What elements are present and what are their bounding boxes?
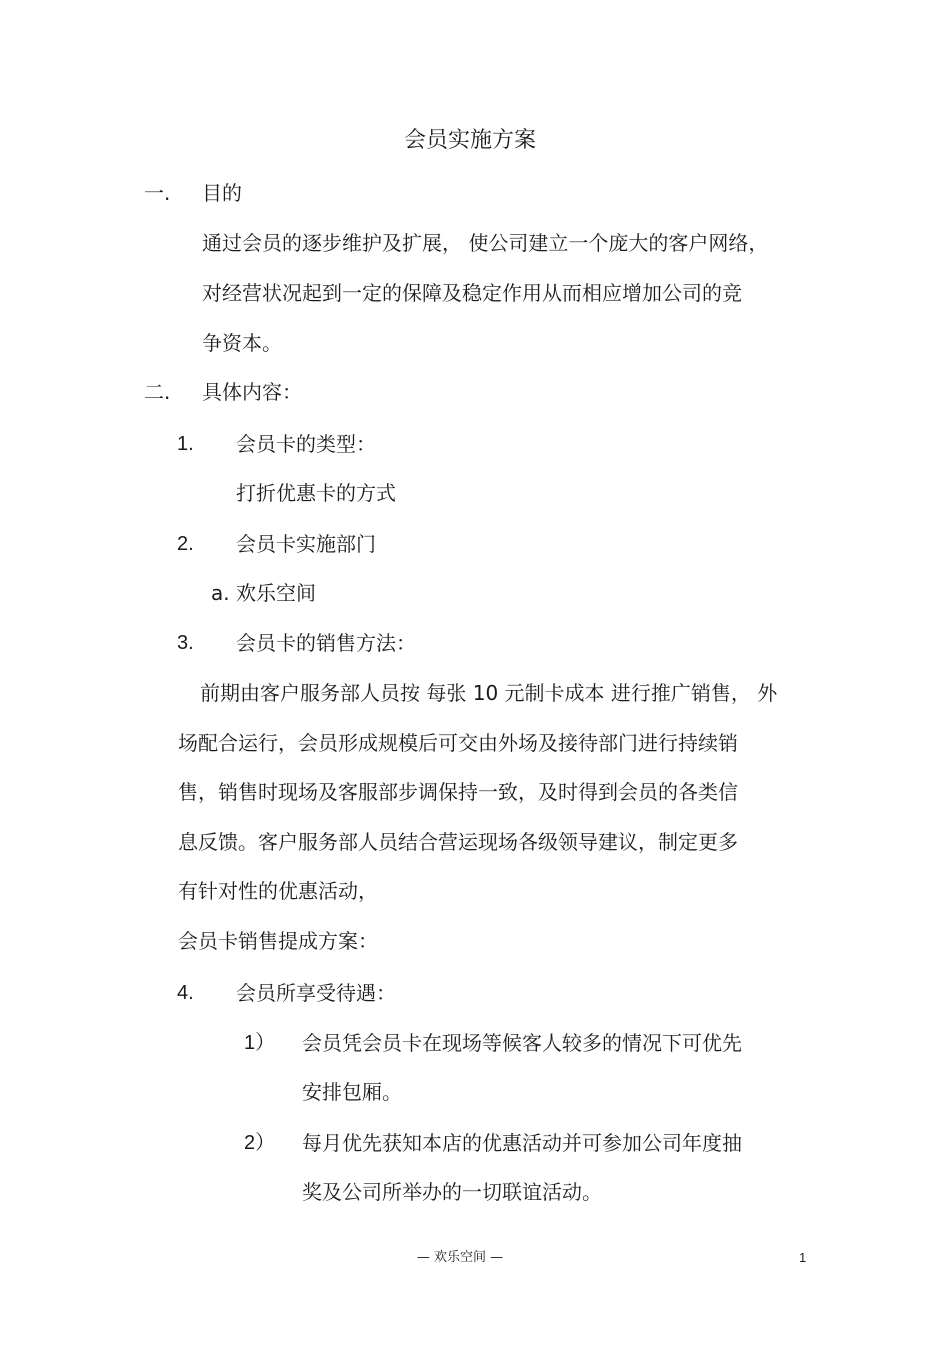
benefit-1-line-2: 安排包厢。 [302,1080,402,1104]
item-marker-4: 4. [177,982,194,1004]
subitem-marker-2: 2） [244,1132,276,1154]
benefit-2-line-1: 每月优先获知本店的优惠活动并可参加公司年度抽 [302,1131,742,1155]
purpose-line-1: 通过会员的逐步维护及扩展， 使公司建立一个庞大的客户网络， [202,231,769,255]
sales-line-1: 前期由客户服务部人员按 每张 10 元制卡成本 进行推广销售， 外 [200,681,778,705]
item-sub-card-type: 打折优惠卡的方式 [236,481,396,505]
page-number: 1 [799,1250,807,1265]
section-heading-content: 具体内容： [202,380,302,404]
footer-text: — 欢乐空间 — [416,1250,504,1265]
sales-line-4: 息反馈。客户服务部人员结合营运现场各级领导建议，制定更多 [178,830,738,854]
item-label-sales-method: 会员卡的销售方法： [236,631,416,655]
benefit-1-line-1: 会员凭会员卡在现场等候客人较多的情况下可优先 [302,1031,742,1055]
sales-line-3: 售，销售时现场及客服部步调保持一致，及时得到会员的各类信 [178,780,738,804]
purpose-line-2: 对经营状况起到一定的保障及稳定作用从而相应增加公司的竞 [202,281,742,305]
item-marker-1: 1. [177,433,194,455]
item-marker-2: 2. [177,533,194,555]
subitem-marker-1: 1） [244,1032,276,1054]
item-label-department: 会员卡实施部门 [236,532,376,556]
sales-line-2: 场配合运行，会员形成规模后可交由外场及接待部门进行持续销 [178,731,738,755]
item-label-benefits: 会员所享受待遇： [236,981,396,1005]
item-marker-3: 3. [177,632,194,654]
item-label-card-type: 会员卡的类型： [236,432,376,456]
document-title: 会员实施方案 [403,128,536,153]
section-heading-purpose: 目的 [202,181,242,205]
benefit-2-line-2: 奖及公司所举办的一切联谊活动。 [302,1180,602,1204]
section-marker-1: 一. [144,181,171,205]
purpose-line-3: 争资本。 [202,331,282,355]
section-marker-2: 二. [144,380,171,404]
sales-line-6: 会员卡销售提成方案： [178,929,378,953]
sales-line-5: 有针对性的优惠活动， [178,879,378,903]
item-sub-department: a. 欢乐空间 [211,581,316,605]
